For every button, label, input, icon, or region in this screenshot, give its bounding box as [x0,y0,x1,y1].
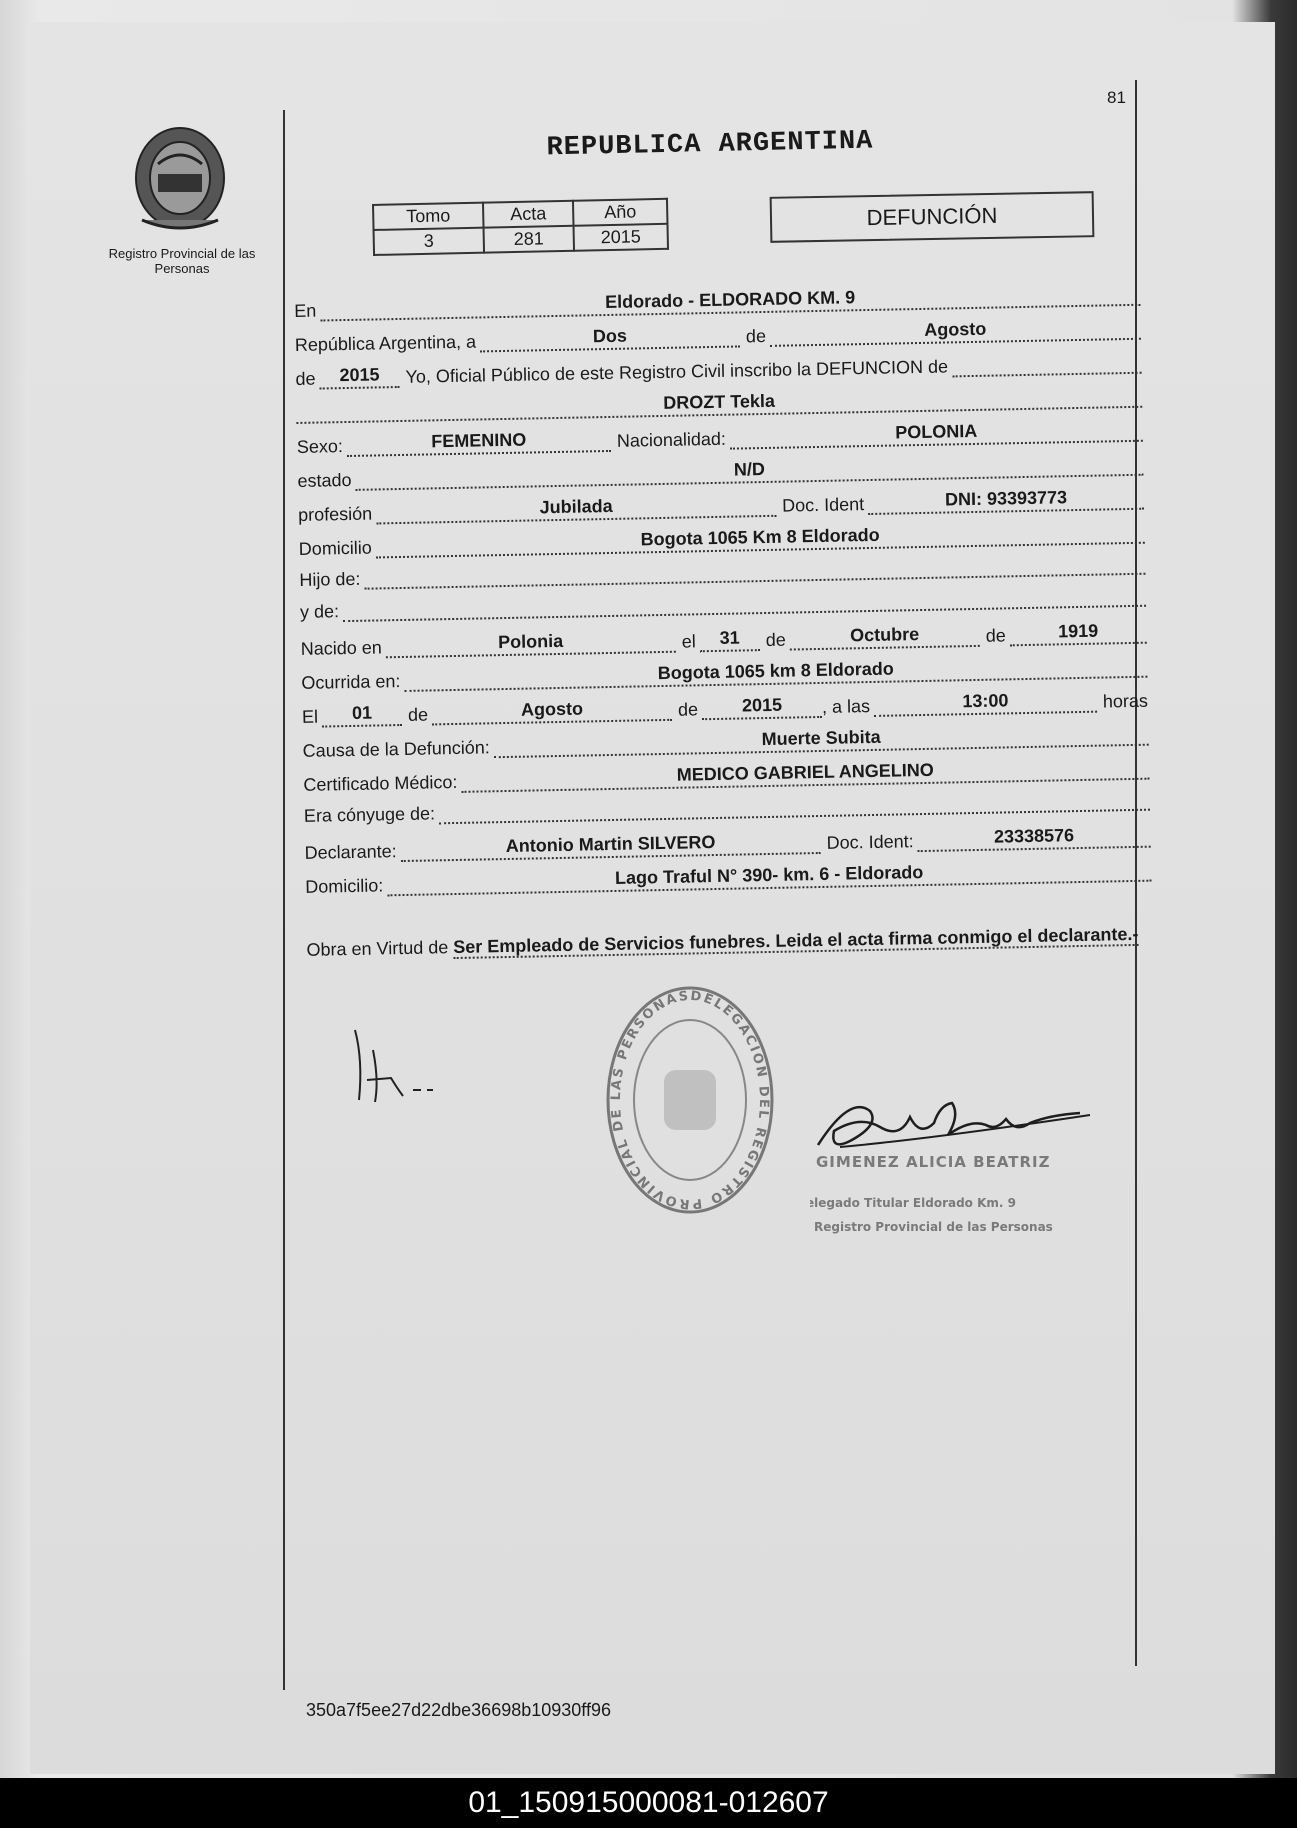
official-name: GIMENEZ ALICIA BEATRIZ [816,1153,1051,1171]
official-stamp [600,980,780,1225]
death-month-value: Agosto [432,697,672,726]
birth-month-value: Octubre [790,623,980,651]
nacionalidad-label: Nacionalidad: [616,428,727,451]
estado-label: estado [297,469,352,491]
footer-id-band: 01_150915000081-012607 [0,1778,1297,1828]
decl-domicilio-value: Lago Traful N° 390- km. 6 - Eldorado [387,858,1151,897]
conyuge-label: Era cónyuge de: [303,803,436,826]
profesion-value: Jubilada [376,493,776,525]
value-ano: 2015 [574,224,669,251]
causa-label: Causa de la Defunción: [302,737,490,761]
horas-label: horas [1102,690,1149,712]
official-text: Yo, Oficial Público de este Registro Civil inscribo la DEFUNCION de [405,356,949,387]
birth-day-value: 31 [699,627,759,652]
document-title: REPUBLICA ARGENTINA [546,126,874,164]
domicilio-value: Bogota 1065 Km 8 Eldorado [376,520,1145,559]
el-label: el [681,631,696,652]
obra-text: Ser Empleado de Servicios funebres. Leida el acta firma conmigo el declarante.- [453,923,1139,958]
birth-year-value: 1919 [1009,620,1146,647]
nacido-en-value: Polonia [386,629,676,659]
official-signature-icon [810,1075,1100,1255]
registry-caption: Registro Provincial de las Personas [108,246,256,276]
republic-label: República Argentina, a [294,331,477,355]
death-el-label: El [301,706,319,727]
declarant-signature [345,1020,455,1115]
estado-value: N/D [355,452,1143,491]
hijo-label: Hijo de: [299,568,361,590]
month-value: Agosto [770,316,1141,347]
value-acta: 281 [484,226,575,253]
record-type-box: DEFUNCIÓN [770,191,1095,243]
certificado-value: MEDICO GABRIEL ANGELINO [461,756,1149,793]
death-day-value: 01 [322,702,402,728]
page-number: 81 [1107,88,1126,107]
decl-doc-value: 23338576 [917,824,1150,852]
birth-de2-label: de [985,625,1006,646]
header-ano: Año [573,199,668,226]
a-las-label: , a las [821,696,871,717]
official-line2: Delegado Titular Eldorado Km. 9 [810,1196,1016,1210]
coat-of-arms-icon [128,124,232,236]
death-time-value: 13:00 [874,689,1097,717]
record-table [372,198,669,256]
declarante-label: Declarante: [304,841,397,863]
official-line3: Registro Provincial de las Personas [814,1220,1053,1234]
value-tomo: 3 [374,228,484,255]
certificado-label: Certificado Médico: [303,771,458,795]
left-margin-line [283,110,285,1690]
document-hash: 350a7f5ee27d22dbe36698b10930ff96 [306,1700,611,1720]
doc-ident-label: Doc. Ident [781,494,865,516]
stamp-text: DELEGACION DEL REGISTRO PROVINCIAL DE LAS PERSONAS [608,988,772,1212]
sexo-value: FEMENINO [347,428,611,457]
header-tomo: Tomo [373,203,483,230]
decl-doc-label: Doc. Ident: [826,831,914,853]
official-signature [810,1075,1100,1260]
ocurrida-value: Bogota 1065 km 8 Eldorado [404,654,1147,692]
death-de2-label: de [677,699,699,720]
nacionalidad-value: POLONIA [730,418,1143,450]
y-de-label: y de: [299,601,340,622]
death-year-value: 2015 [702,694,822,720]
misiones-coat-of-arms [128,124,232,236]
header-acta: Acta [483,201,574,228]
doc-ident-value: DNI: 93393773 [868,486,1144,515]
causa-value: Muerte Subita [494,722,1149,759]
place-value: Eldorado - ELDORADO KM. 9 [320,282,1140,322]
declarante-value: Antonio Martin SILVERO [400,830,820,862]
sexo-label: Sexo: [296,436,344,457]
en-label: En [294,300,317,321]
de-label: de [745,325,767,347]
year-value: 2015 [319,364,399,390]
nacido-label: Nacido en [300,637,382,659]
day-words-value: Dos [480,323,740,352]
de2-label: de [295,368,316,389]
declarant-signature-icon [345,1020,455,1110]
birth-de-label: de [765,629,786,651]
death-de-label: de [407,704,429,725]
ocurrida-label: Ocurrida en: [301,671,401,693]
profesion-label: profesión [297,503,373,525]
obra-label: Obra en Virtud de [306,937,449,960]
domicilio-label: Domicilio [298,537,373,559]
decl-domicilio-label: Domicilio: [305,875,384,897]
stamp-seal-icon [600,980,780,1220]
deceased-name-value: DROZT Tekla [296,384,1142,424]
